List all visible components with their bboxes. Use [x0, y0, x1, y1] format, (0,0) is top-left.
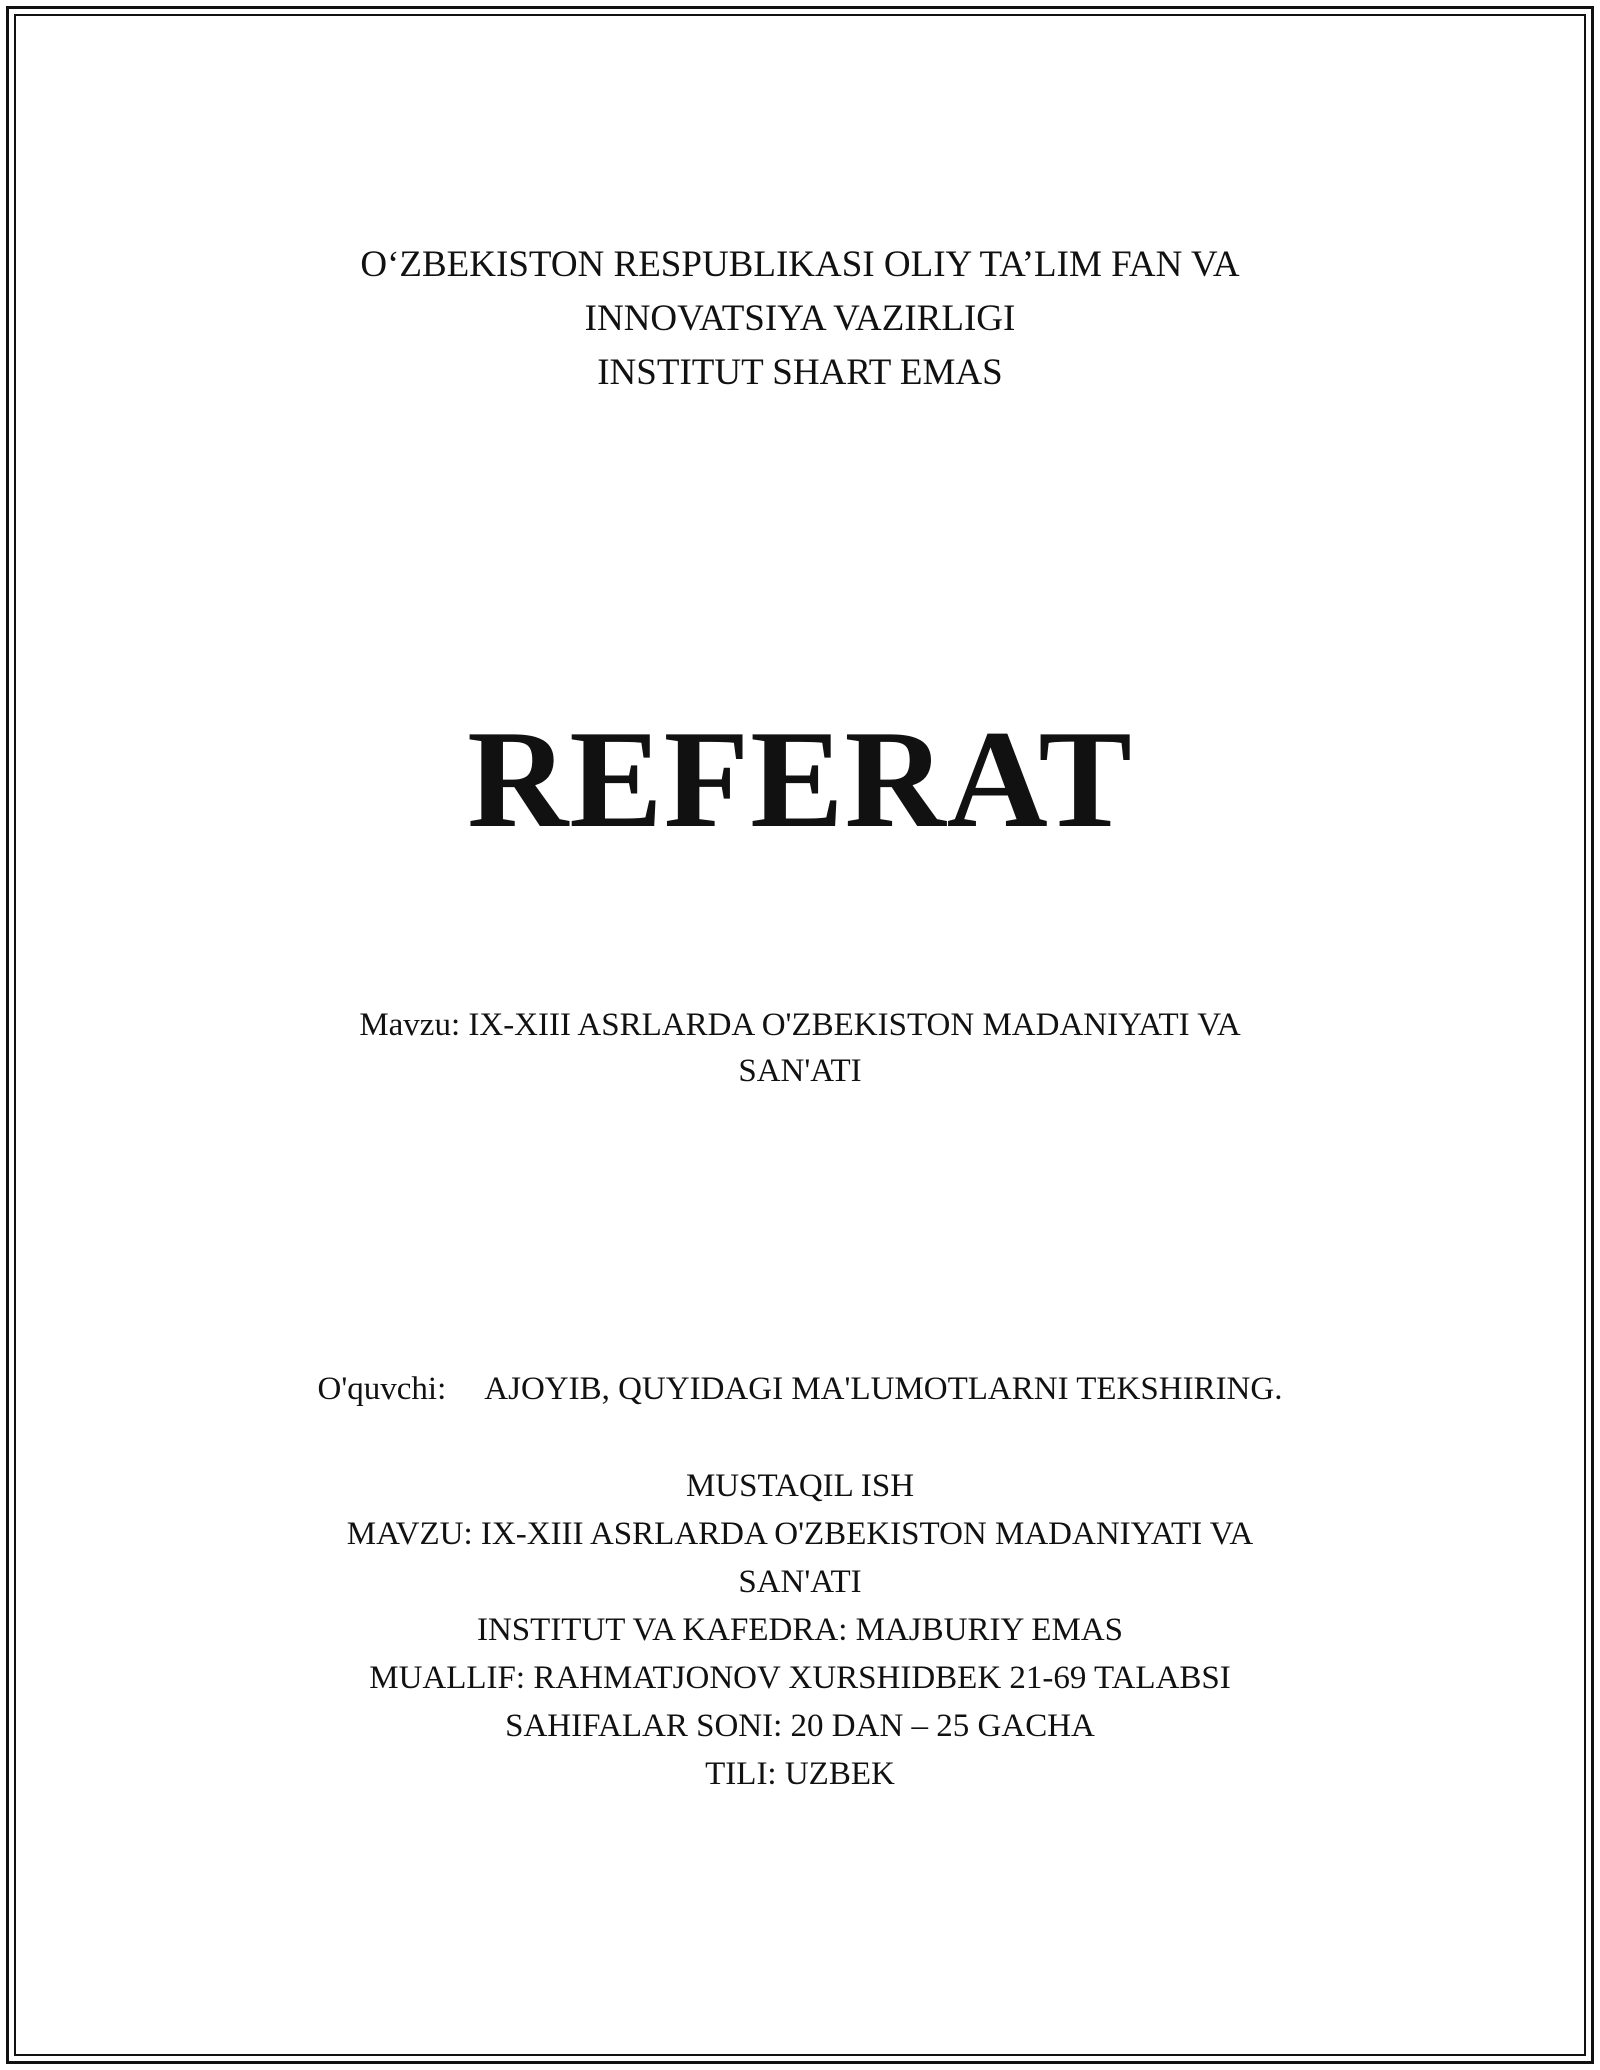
- topic-block: [0, 1002, 1600, 1094]
- details-line-1: MUSTAQIL ISH: [685, 1468, 915, 1504]
- document-title: REFERAT: [467, 702, 1133, 857]
- details-line-6: SAHIFALAR SONI: 20 DAN – 25 GACHA: [505, 1708, 1095, 1744]
- ministry-header: [0, 238, 1600, 400]
- ministry-line-1: O‘ZBEKISTON RESPUBLIKASI OLIY TA’LIM FAN VA: [360, 244, 1240, 285]
- topic-line-2: SAN'ATI: [738, 1053, 862, 1089]
- details-line-3: SAN'ATI: [738, 1564, 862, 1600]
- topic-line-1: Mavzu: IX-XIII ASRLARDA O'ZBEKISTON MADANIYATI VA: [359, 1007, 1241, 1043]
- details-block: [0, 1462, 1600, 1798]
- student-label: O'quvchi:: [317, 1371, 447, 1407]
- institute-line: INSTITUT SHART EMAS: [597, 352, 1003, 393]
- student-value: AJOYIB, QUYIDAGI MA'LUMOTLARNI TEKSHIRING.: [484, 1371, 1283, 1407]
- details-line-2: MAVZU: IX-XIII ASRLARDA O'ZBEKISTON MADANIYATI VA: [346, 1516, 1254, 1552]
- student-line: [0, 1366, 1600, 1412]
- details-line-7: TILI: UZBEK: [705, 1756, 895, 1792]
- details-line-5: MUALLIF: RAHMATJONOV XURSHIDBEK 21-69 TALABSI: [369, 1660, 1231, 1696]
- ministry-line-2: INNOVATSIYA VAZIRLIGI: [584, 298, 1016, 339]
- details-line-4: INSTITUT VA KAFEDRA: MAJBURIY EMAS: [476, 1612, 1124, 1648]
